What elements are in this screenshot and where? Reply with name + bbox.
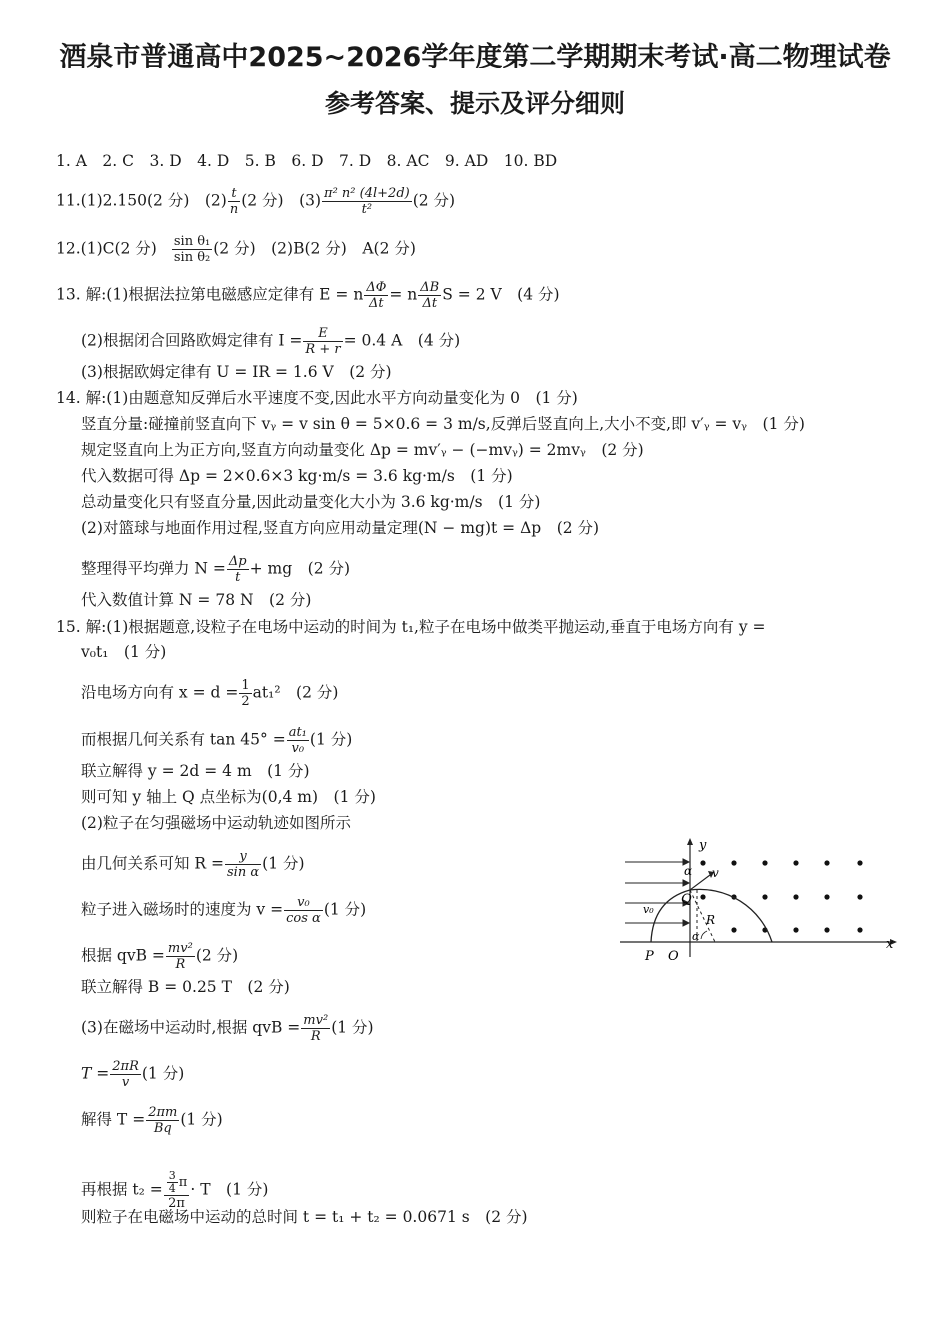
q15-line-13: 解得 T = $\frac{2\pi m}{Bq}$ (1 分) [81, 1105, 223, 1136]
q14-line-2: 竖直分量:碰撞前竖直向下 vᵧ = v sin θ = 5×0.6 = 3 m/s,反弹后竖直向上,大小不变,即 v′ᵧ = vᵧ (1 分) [81, 415, 805, 433]
q15-line-9: 根据 qvB = $\frac{\text{mv²}}{R}$ (2 分) [81, 941, 239, 972]
answer-11-no: 11. [56, 191, 81, 210]
field-dot [857, 860, 862, 865]
field-dot [700, 894, 705, 899]
q14-line-3: 规定竖直向上为正方向,竖直方向动量变化 Δp = mv′ᵧ − (−mvᵧ) = 2mvᵧ (2 分) [81, 441, 644, 459]
q14-line-8: 代入数值计算 N = 78 N (2 分) [81, 591, 312, 609]
y-axis-label: y [699, 838, 707, 853]
page-title: 酒泉市普通高中2025~2026学年度第二学期期末考试·高二物理试卷 [59, 42, 891, 68]
field-dot [700, 860, 705, 865]
q15-line-14: 再根据 t₂ = $\frac{3}{4}$ π 2π · T (1 分) [81, 1169, 269, 1211]
angle-arc [701, 931, 707, 939]
field-dot [793, 894, 798, 899]
fraction: $\frac{2\pi m}{Bq}$ [148, 1105, 178, 1136]
y-axis-arrow [687, 838, 693, 845]
fraction: $\frac{3}{4}$ π 2π [164, 1170, 190, 1211]
v0-label: v₀ [643, 903, 654, 916]
answer-11-part3: (2 分) [412, 191, 456, 210]
fraction: $\frac{\text{at₁}}{\text{v₀}}$ [288, 725, 307, 756]
q15-line-3: 而根据几何关系有 tan 45° = $\frac{\text{at₁}}{\text{v₀}}$ (1 分) [81, 725, 353, 756]
fraction: $\frac{t}{n}$ [229, 186, 239, 217]
field-dot [762, 860, 767, 865]
answer-11-part1: (1)2.150(2 分) (2) [80, 191, 227, 210]
radius-label: R [706, 913, 716, 927]
q15-line-7: 由几何关系可知 R = $\frac{y}{\text{sin α}}$ (1 分) [81, 849, 305, 880]
fraction: $\frac{\Delta\Phi}{\Delta t}$ [366, 280, 387, 311]
arrow-head [683, 920, 689, 926]
field-dot [762, 894, 767, 899]
q15-line-10: 联立解得 B = 0.25 T (2 分) [81, 978, 290, 996]
page-subtitle: 参考答案、提示及评分细则 [324, 89, 625, 118]
q15-line-12: T = $\frac{2\pi R}{v}$ (1 分) [81, 1059, 185, 1090]
origin-label: O [668, 949, 679, 964]
field-dot [824, 860, 829, 865]
fraction: $\frac{\Delta B}{\Delta t}$ [420, 280, 440, 311]
q-point-label: Q [681, 892, 692, 907]
q14-line-6: (2)对篮球与地面作用过程,竖直方向应用动量定理(N − mg)t = Δp (2 分) [81, 519, 600, 537]
fraction: $\frac{\text{sin θ₁}}{\text{sin θ₂}}$ [173, 234, 211, 265]
q13-line-2: (2)根据闭合回路欧姆定律有 I = $\frac{E}{R + r}$ = 0.4 A (4 分) [81, 326, 461, 357]
field-dot [731, 860, 736, 865]
q15-line-4: 联立解得 y = 2d = 4 m (1 分) [81, 762, 310, 780]
fraction: $\frac{E}{R + r}$ [305, 326, 341, 357]
answer-12-part1: (1)C(2 分) [80, 239, 157, 258]
choice-answers: 1. A 2. C 3. D 4. D 5. B 6. D 7. D 8. AC 9. AD 10. BD [56, 152, 558, 170]
q15-line-15: 则粒子在电磁场中运动的总时间 t = t₁ + t₂ = 0.0671 s (2 分) [81, 1208, 528, 1226]
alpha-label-top: α [684, 864, 693, 878]
fraction: $\frac{\text{mv²}}{R}$ [303, 1013, 329, 1044]
field-dot [731, 927, 736, 932]
answer-11 [56, 186, 455, 217]
fraction: $\frac{2\pi R}{v}$ [112, 1059, 139, 1090]
p-point-label: P [645, 949, 654, 964]
velocity-vector [690, 875, 710, 890]
fraction: $\frac{y}{\text{sin α}}$ [227, 849, 260, 880]
magnetic-field-diagram [615, 835, 905, 970]
field-dot [824, 927, 829, 932]
answer-12-part2: (2 分) (2)B(2 分) A(2 分) [213, 239, 416, 258]
fraction: $\frac{\text{mv²}}{R}$ [167, 941, 193, 972]
answer-11-part2: (2 分) (3) [241, 191, 322, 210]
alpha-label-bottom: α [692, 930, 700, 943]
answer-12-no: 12. [56, 239, 81, 258]
field-dot [857, 927, 862, 932]
answer-12 [56, 234, 416, 265]
field-dot [793, 927, 798, 932]
q15-line-11: (3)在磁场中运动时,根据 qvB = $\frac{\text{mv²}}{R}$ (1 分) [81, 1013, 374, 1044]
q15-line-6: (2)粒子在匀强磁场中运动轨迹如图所示 [81, 814, 351, 832]
x-axis-label: x [886, 937, 894, 952]
q15-line-8: 粒子进入磁场时的速度为 v = $\frac{\text{v₀}}{\text{cos α}}$ (1 分) [81, 895, 367, 926]
fraction: $\frac{1}{2}$ [241, 678, 250, 709]
q14-line-4: 代入数据可得 Δp = 2×0.6×3 kg·m/s = 3.6 kg·m/s (1 分) [81, 467, 513, 485]
fraction: $\frac{\text{π² n² (4l+2d)}}{\text{t²}}$ [324, 186, 410, 217]
q15-line-1: 15. 解:(1)根据题意,设粒子在电场中运动的时间为 t₁,粒子在电场中做类平抛运动,垂直于电场方向有 y = [56, 618, 766, 636]
q14-line-7: 整理得平均弹力 N = $\frac{\Delta p}{t}$ + mg (2 分) [81, 554, 351, 585]
field-dot [793, 860, 798, 865]
q14-line-1: 14. 解:(1)由题意知反弹后水平速度不变,因此水平方向动量变化为 0 (1 分) [56, 389, 578, 407]
q13-line-1: 13. 解:(1)根据法拉第电磁感应定律有 E = n $\frac{\Delta\Phi}{\Delta t}$ = n $\frac{\Delta B}{\Delta t}$ S = 2 V (4 分) [56, 280, 560, 311]
fraction: $\frac{\text{v₀}}{\text{cos α}}$ [286, 895, 321, 926]
field-dot [857, 894, 862, 899]
q15-line-1b: v₀t₁ (1 分) [81, 643, 167, 661]
q15-line-2: 沿电场方向有 x = d = $\frac{1}{2}$ at₁² (2 分) [81, 678, 339, 709]
q15-line-5: 则可知 y 轴上 Q 点坐标为(0,4 m) (1 分) [81, 788, 376, 806]
arrow-head [683, 880, 689, 886]
velocity-label: v [712, 866, 719, 880]
magnetic-field-dots [700, 860, 862, 932]
q14-line-5: 总动量变化只有竖直分量,因此动量变化大小为 3.6 kg·m/s (1 分) [81, 493, 541, 511]
field-dot [824, 894, 829, 899]
q13-line-3: (3)根据欧姆定律有 U = IR = 1.6 V (2 分) [81, 363, 392, 381]
fraction: $\frac{\Delta p}{t}$ [228, 554, 247, 585]
